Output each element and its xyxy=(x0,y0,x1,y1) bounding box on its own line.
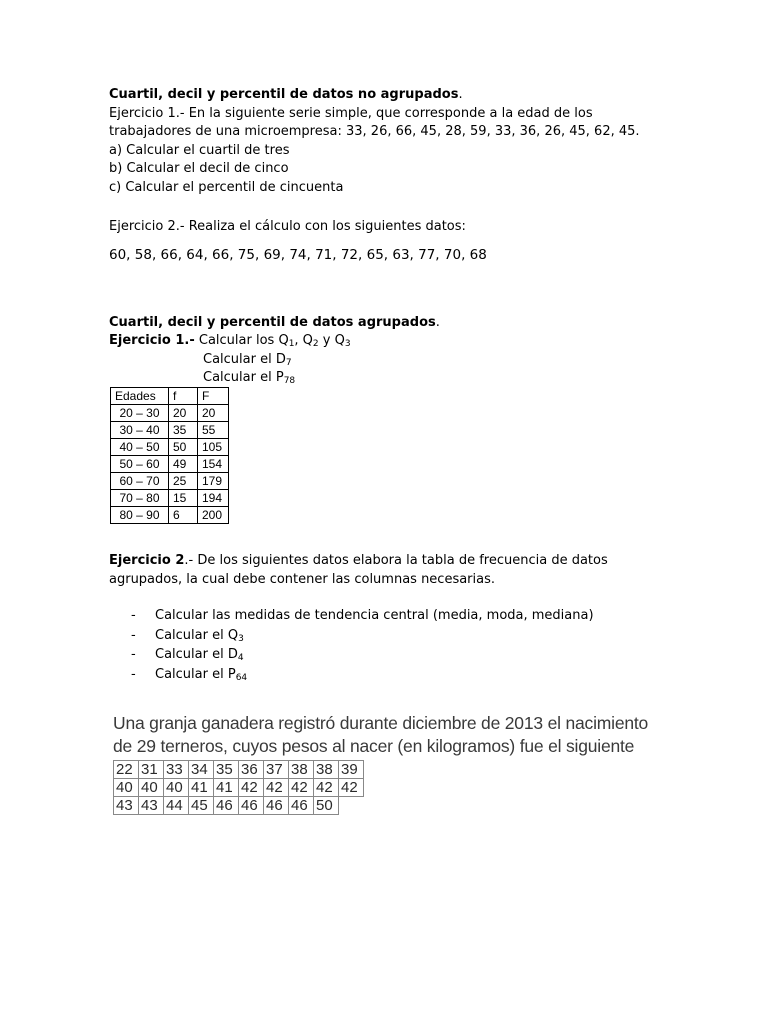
weights-table xyxy=(113,760,364,815)
section-title: Cuartil, decil y percentil de datos no agrupados. xyxy=(109,87,463,102)
exercise-label: Ejercicio 1.- xyxy=(109,333,195,348)
table-cell: 44 xyxy=(164,797,189,815)
table-cell: 42 xyxy=(339,779,364,797)
table-cell: 39 xyxy=(339,761,364,779)
table-cell: 33 xyxy=(164,761,189,779)
table-cell: 60 – 70 xyxy=(111,473,169,490)
grouped-exercise-1-line-1: Ejercicio 1.- Calcular los $Q_1$, $Q_2$ y $Q_3$ xyxy=(109,333,351,349)
table-cell: 6 xyxy=(169,507,198,524)
table-cell: 40 – 50 xyxy=(111,439,169,456)
table-cell: 49 xyxy=(169,456,198,473)
table-row xyxy=(111,422,229,439)
table-cell: 42 xyxy=(239,779,264,797)
bullet-list xyxy=(109,607,709,685)
grouped-exercise-2: Ejercicio 2.- De los siguientes datos elabora la tabla de frecuencia de datos agrupados, la cual debe contener las columnas necesarias. xyxy=(109,553,608,587)
grouped-exercise-1-line-2: Calcular el $D_7$ xyxy=(203,352,292,368)
table-row xyxy=(114,779,364,797)
section-ungrouped xyxy=(109,86,640,197)
table-row xyxy=(111,439,229,456)
table-header: F xyxy=(198,388,229,405)
table-cell: 38 xyxy=(289,761,314,779)
frequency-table xyxy=(110,387,229,524)
table-cell: 42 xyxy=(289,779,314,797)
table-cell: 25 xyxy=(169,473,198,490)
table-cell: 31 xyxy=(139,761,164,779)
table-row xyxy=(114,761,364,779)
table-cell: 43 xyxy=(139,797,164,815)
exercise-1-line: trabajadores de una microempresa: 33, 26, 66, 45, 28, 59, 33, 36, 26, 45, 62, 45. xyxy=(109,124,640,139)
table-cell: 80 – 90 xyxy=(111,507,169,524)
table-cell: 50 xyxy=(314,797,339,815)
table-cell: 34 xyxy=(189,761,214,779)
table-cell: 50 xyxy=(169,439,198,456)
exercise-1-item-c: c) Calcular el percentil de cincuenta xyxy=(109,179,344,195)
list-item: - Calcular el $P_{64}$ xyxy=(131,666,248,683)
table-row xyxy=(111,507,229,524)
table-cell: 50 – 60 xyxy=(111,456,169,473)
table-cell: 154 xyxy=(198,456,229,473)
table-cell: 42 xyxy=(314,779,339,797)
table-cell: 40 xyxy=(139,779,164,797)
image-caption: de 29 terneros, cuyos pesos al nacer (en kilogramos) fue el siguiente xyxy=(113,735,635,756)
grouped-exercise-1-line-3: Calcular el $P_{78}$ xyxy=(203,370,296,386)
table-cell: 37 xyxy=(264,761,289,779)
exercise-1-item-a: a) Calcular el cuartil de tres xyxy=(109,142,290,158)
table-cell: 179 xyxy=(198,473,229,490)
table-header-row xyxy=(111,388,229,405)
table-cell: 45 xyxy=(189,797,214,815)
section-title: Cuartil, decil y percentil de datos agrupados. xyxy=(109,315,440,330)
table-cell: 41 xyxy=(214,779,239,797)
table-row xyxy=(111,473,229,490)
exercise-label: Ejercicio 2 xyxy=(109,553,185,568)
list-item: - Calcular el $D_4$ xyxy=(131,647,244,663)
table-cell: 36 xyxy=(239,761,264,779)
table-cell: 38 xyxy=(314,761,339,779)
table-cell: 200 xyxy=(198,507,229,524)
table-cell: 20 xyxy=(169,405,198,422)
table-cell: 15 xyxy=(169,490,198,507)
exercise-1-line: Ejercicio 1.- En la siguiente serie simple, que corresponde a la edad de los xyxy=(109,105,593,121)
table-cell: 35 xyxy=(214,761,239,779)
exercise-2-data: 60, 58, 66, 64, 66, 75, 69, 74, 71, 72, 65, 63, 77, 70, 68 xyxy=(109,247,487,263)
table-row xyxy=(111,405,229,422)
table-row xyxy=(111,490,229,507)
table-row xyxy=(111,456,229,473)
table-cell: 43 xyxy=(114,797,139,815)
table-cell: 42 xyxy=(264,779,289,797)
embedded-image-weights xyxy=(113,712,673,815)
table-header: Edades xyxy=(111,388,169,405)
exercise-1-item-b: b) Calcular el decil de cinco xyxy=(109,161,289,176)
table-cell: 55 xyxy=(198,422,229,439)
table-header: f xyxy=(169,388,198,405)
table-cell: 35 xyxy=(169,422,198,439)
list-item: - Calcular el $Q_3$ xyxy=(131,627,244,644)
exercise-2-text: Ejercicio 2.- Realiza el cálculo con los siguientes datos: xyxy=(109,219,466,234)
table-cell: 30 – 40 xyxy=(111,422,169,439)
table-cell: 20 – 30 xyxy=(111,405,169,422)
table-cell: 40 xyxy=(114,779,139,797)
table-cell: 46 xyxy=(264,797,289,815)
table-cell: 41 xyxy=(189,779,214,797)
table-cell: 46 xyxy=(289,797,314,815)
table-cell: 40 xyxy=(164,779,189,797)
list-item: - Calcular las medidas de tendencia central (media, moda, mediana) xyxy=(131,608,594,623)
table-cell: 194 xyxy=(198,490,229,507)
table-row xyxy=(114,797,364,815)
table-cell: 20 xyxy=(198,405,229,422)
table-cell: 105 xyxy=(198,439,229,456)
table-cell: 70 – 80 xyxy=(111,490,169,507)
table-cell: 46 xyxy=(214,797,239,815)
table-cell: 46 xyxy=(239,797,264,815)
table-cell: 22 xyxy=(114,761,139,779)
image-caption: Una granja ganadera registró durante diciembre de 2013 el nacimiento xyxy=(113,713,649,733)
